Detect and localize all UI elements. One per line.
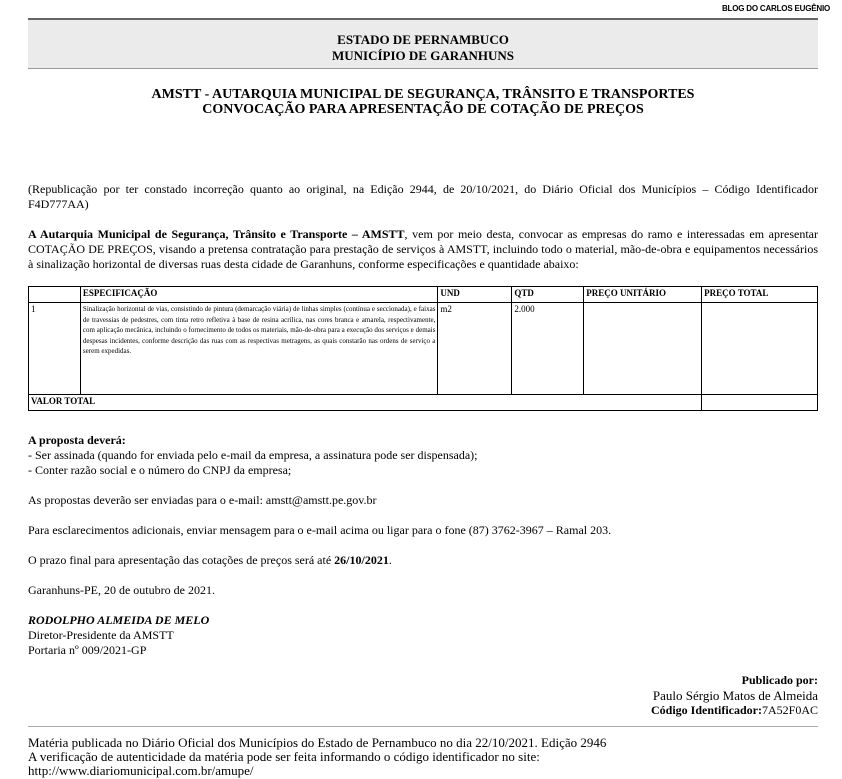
header-state: ESTADO DE PERNAMBUCO — [337, 32, 509, 47]
footer-divider — [28, 726, 818, 727]
signatory-role: Diretor-Presidente da AMSTT — [28, 628, 174, 642]
footer-verification: A verificação de autenticidade da matéria pode ser feita informando o código identificador no site: — [28, 749, 540, 764]
published-label: Publicado por: — [741, 673, 818, 687]
item-specification: Sinalização horizontal de vias, consistindo de pintura (demarcação viária) de linhas simples (contínua e seccionada), e faixas de travessias de pedestres, com tinta retro refletiva à base de resina acrílica, nas cores branca e amarela, respectivamente, com aplicação mecânica, incluindo o fornecimento de todos os materiais, mão-de-obra para a execução dos serviços e demais despesas incidentes, conforme descrição das ruas com as respectivas metragens, as quais constarão nas ordens de serviço a serem expedidas. — [80, 303, 438, 395]
deadline-line — [28, 554, 392, 567]
table-row — [29, 303, 818, 395]
intro-paragraph — [28, 227, 818, 272]
title-line-2: CONVOCAÇÃO PARA APRESENTAÇÃO DE COTAÇÃO DE PREÇOS — [202, 102, 644, 117]
place-date: Garanhuns-PE, 20 de outubro de 2021. — [28, 583, 215, 597]
intro-bold: A Autarquia Municipal de Segurança, Trânsito e Transporte – AMSTT — [28, 227, 405, 241]
price-table — [28, 286, 818, 411]
deadline-end: . — [388, 553, 392, 567]
email-line: As propostas deverão ser enviadas para o e-mail: amstt@amstt.pe.gov.br — [28, 493, 377, 507]
header-cell: PREÇO UNITÁRIO — [584, 287, 702, 303]
header-cell: QTD — [512, 287, 584, 303]
footer-publication: Matéria publicada no Diário Oficial dos Municípios do Estado de Pernambuco no dia 22/10/2021. Edição 2946 — [28, 735, 607, 750]
header-cell: ESPECIFICAÇÃO — [80, 287, 438, 303]
item-number: 1 — [29, 303, 81, 395]
header-municipality: MUNICÍPIO DE GARANHUNS — [331, 48, 514, 63]
deadline-text: O prazo final para apresentação das cotações de preços será até — [28, 553, 335, 567]
title-line-1: AMSTT - AUTARQUIA MUNICIPAL DE SEGURANÇA, TRÂNSITO E TRANSPORTES — [151, 87, 695, 102]
proposal-item: - Conter razão social e o número do CNPJ da empresa; — [28, 463, 292, 477]
item-total-price — [702, 303, 818, 395]
proposal-heading: A proposta deverá: — [28, 433, 126, 447]
item-unit-price — [584, 303, 702, 395]
republication-note: (Republicação por ter constado incorreção quanto ao original, na Edição 2944, de 20/10/2021, do Diário Oficial dos Municípios – Código Identificador F4D777AA) — [28, 182, 818, 211]
header-cell: PREÇO TOTAL — [702, 287, 818, 303]
signatory-portaria: Portaria nº 009/2021-GP — [28, 643, 147, 657]
document-header — [28, 18, 818, 69]
identifier-code — [651, 704, 818, 717]
signatory-name: RODOLPHO ALMEIDA DE MELO — [28, 613, 210, 627]
contact-line: Para esclarecimentos adicionais, enviar mensagem para o e-mail acima ou ligar para o fone (87) 3762-3967 – Ramal 203. — [28, 523, 612, 537]
intro-rest: , vem por meio desta, convocar as empresas do ramo e interessadas em apresentar COTAÇÃO DE PREÇOS, visando a pretensa contratação para prestação de serviços à AMSTT, incluindo todo o material, mão-de-obra e equipamentos necessários à sinalização horizontal de diversas ruas desta cidade de Garanhuns, conforme especificações e quantidade abaixo: — [28, 227, 818, 271]
proposal-item: - Ser assinada (quando for enviada pelo e-mail da empresa, a assinatura pode ser dispensada); — [28, 448, 478, 462]
header-cell — [29, 287, 81, 303]
total-value — [702, 395, 818, 411]
deadline-date: 26/10/2021 — [334, 553, 389, 567]
item-unit: m2 — [438, 303, 512, 395]
header-cell: UND — [438, 287, 512, 303]
identifier-value: 7A52F0AC — [761, 703, 818, 717]
footer-url-link[interactable]: http://www.diariomunicipal.com.br/amupe/ — [28, 763, 254, 778]
table-header-row — [29, 287, 818, 303]
identifier-label: Código Identificador: — [650, 703, 762, 717]
published-name: Paulo Sérgio Matos de Almeida — [652, 688, 818, 703]
item-quantity: 2.000 — [512, 303, 584, 395]
watermark: BLOG DO CARLOS EUGÊNIO — [721, 4, 830, 13]
total-label: VALOR TOTAL — [29, 395, 702, 411]
table-total-row — [29, 395, 818, 411]
